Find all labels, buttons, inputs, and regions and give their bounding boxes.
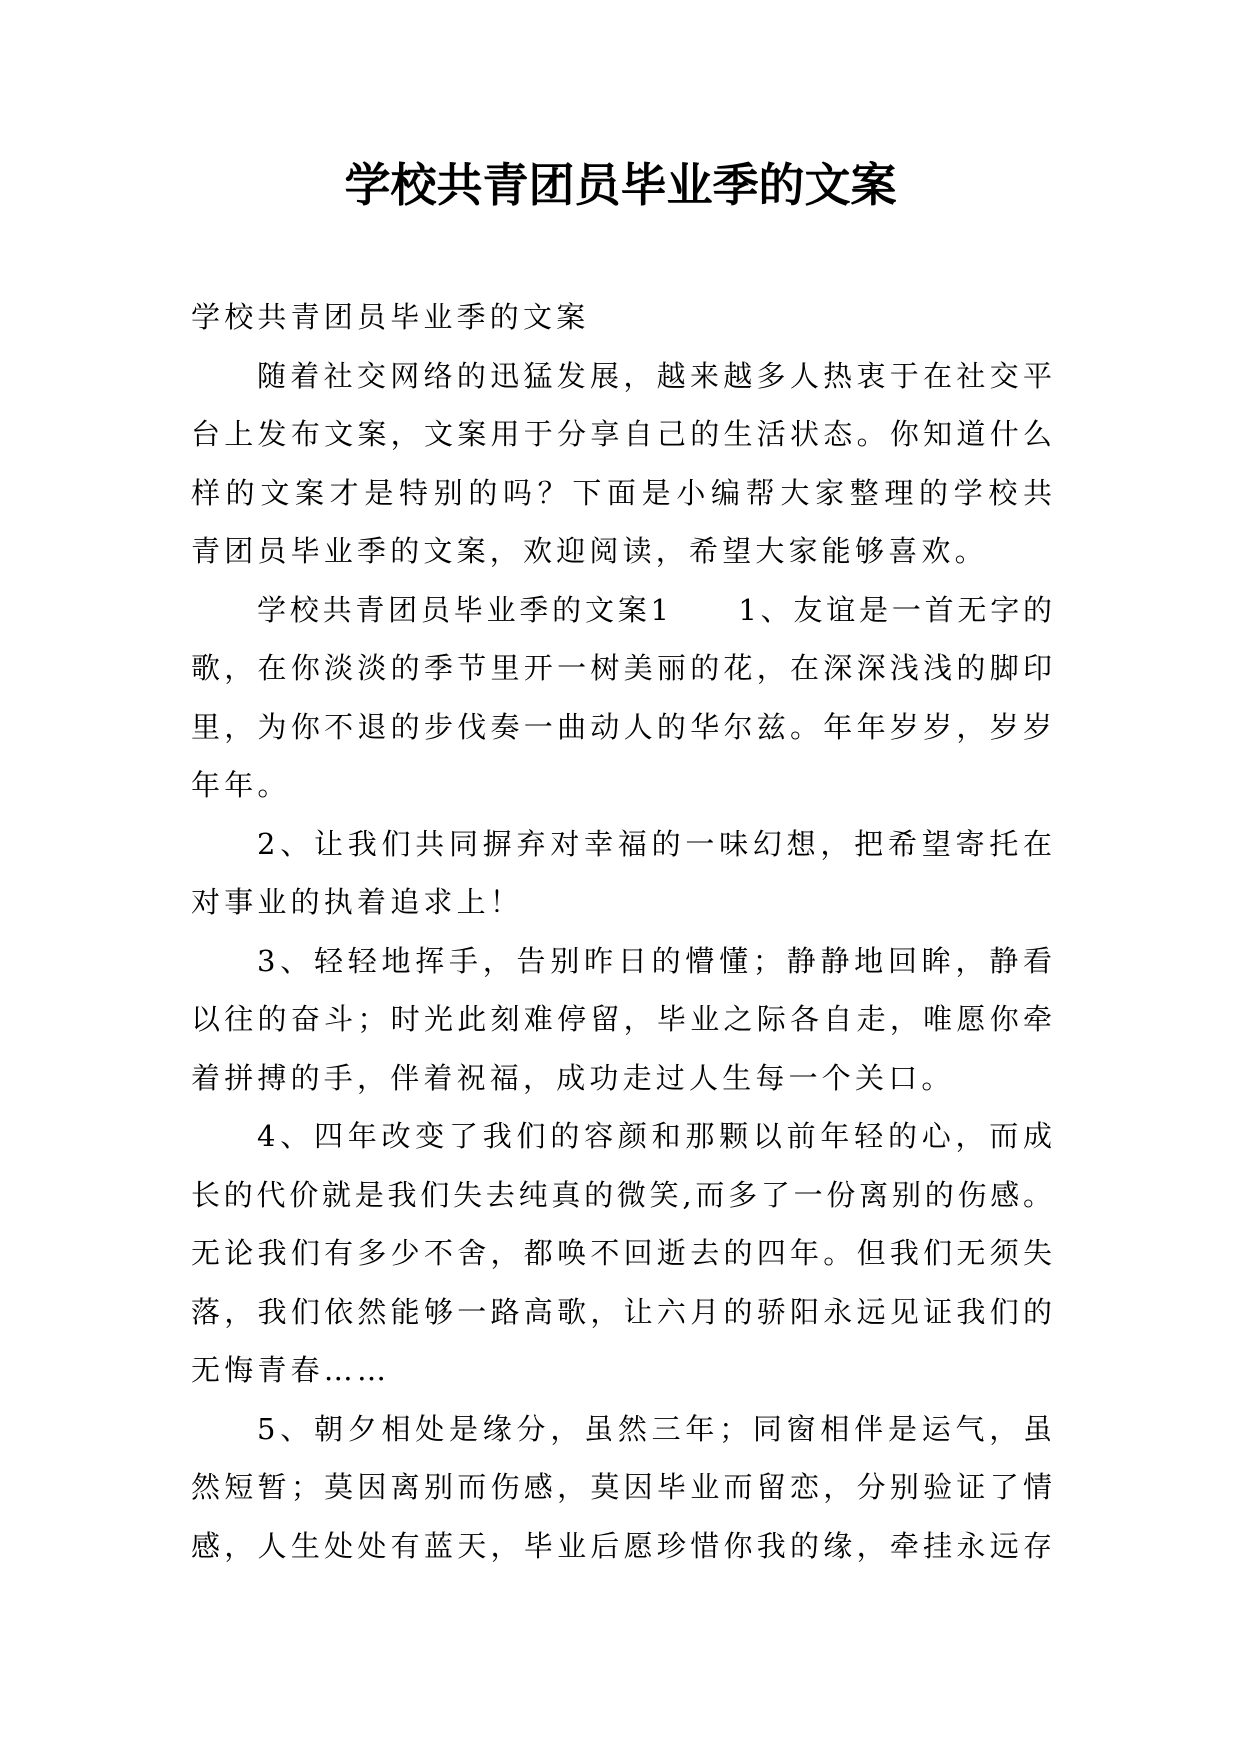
paragraph-line: 然短暂；莫因离别而伤感，莫因毕业而留恋，分别验证了情 [191, 1470, 1055, 1504]
paragraph [191, 581, 1055, 815]
paragraph-line: 着拼搏的手，伴着祝福，成功走过人生每一个关口。 [191, 1060, 955, 1095]
paragraph-line: 对事业的执着追求上！ [191, 885, 524, 919]
paragraph-line: 台上发布文案，文案用于分享自己的生活状态。你知道什么 [191, 417, 1055, 451]
paragraph-line: 4、四年改变了我们的容颜和那颗以前年轻的心，而成 [257, 1119, 1055, 1153]
document-title: 学校共青团员毕业季的文案 [344, 158, 897, 212]
document-body [191, 288, 1055, 1575]
paragraph-line: 歌，在你淡淡的季节里开一树美丽的花，在深深浅浅的脚印 [191, 651, 1055, 685]
paragraph [191, 1107, 1055, 1400]
paragraph-line: 5、朝夕相处是缘分，虽然三年；同窗相伴是运气，虽 [257, 1411, 1055, 1446]
paragraph [191, 815, 1055, 932]
paragraph-line: 长的代价就是我们失去纯真的微笑,而多了一份离别的伤感。 [191, 1177, 1055, 1212]
intro-paragraph [191, 288, 1055, 347]
paragraph [191, 1400, 1055, 1576]
paragraph-line: 感，人生处处有蓝天，毕业后愿珍惜你我的缘，牵挂永远存 [191, 1528, 1055, 1563]
paragraph-line: 随着社交网络的迅猛发展，越来越多人热衷于在社交平 [257, 358, 1055, 393]
paragraph-line: 样的文案才是特别的吗？下面是小编帮大家整理的学校共 [191, 475, 1055, 510]
paragraph-line: 3、轻轻地挥手，告别昨日的懵懂；静静地回眸，静看 [257, 943, 1055, 978]
paragraph-line: 以往的奋斗；时光此刻难停留，毕业之际各自走，唯愿你牵 [191, 1002, 1055, 1036]
paragraph-line: 学校共青团员毕业季的文案1 1、友谊是一首无字的 [257, 592, 1055, 627]
paragraph-line: 里，为你不退的步伐奏一曲动人的华尔兹。年年岁岁，岁岁 [191, 709, 1055, 744]
paragraph-line: 无论我们有多少不舍，都唤不回逝去的四年。但我们无须失 [191, 1236, 1055, 1270]
paragraph-line: 2、让我们共同摒弃对幸福的一味幻想，把希望寄托在 [257, 826, 1055, 861]
paragraph [191, 932, 1055, 1108]
paragraph-line: 青团员毕业季的文案，欢迎阅读，希望大家能够喜欢。 [191, 534, 988, 568]
paragraph [191, 347, 1055, 581]
paragraph-line: 落，我们依然能够一路高歌，让六月的骄阳永远见证我们的 [191, 1294, 1055, 1329]
paragraph-line: 无悔青春…… [191, 1353, 391, 1387]
paragraph-line: 年年。 [191, 768, 291, 802]
paragraph-line: 学校共青团员毕业季的文案 [191, 300, 590, 334]
